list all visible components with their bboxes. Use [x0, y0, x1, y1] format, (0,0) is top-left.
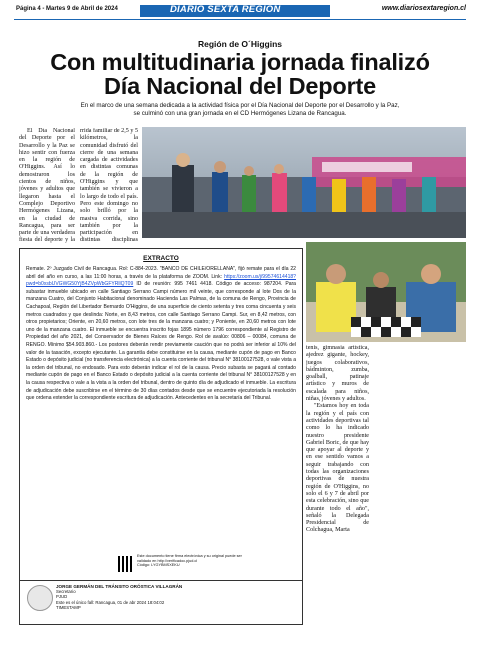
qr-code-icon: [118, 556, 134, 572]
legal-notice-details: ID de reunión: 995 7461 4418. Código de acceso: 987204. Para subastar inmueble ubicado en calle Santiago Serrano Campi número mil veinte, que corresponde al lote Dos de la manzana Cuatro, del Conjunto Habitacional denominado Hacienda Las Palmas, de la comuna de Rengo, Provincia de Cachapoal, Región del Libertador Bernardo O'Higgins, de una superficie de ciento setenta y tres coma cincuenta y seis metros cuadrados y que deslinda: Norte, en 8,43 metros, con calle Santiago Serrano Campi. Sur, en 8,42 metros, con otros propietarios; Oriente, en 20,60 metros, con lote tres de la manzana cuatro; y Poniente, en 20,60 metros con lote uno de la manzana cuatro. El inmueble se encuentra inscrito fojas 1895 número 1796 correspondiente al Registro de Propiedad del año 2021, del Conservador de Bienes Raíces de Rengo. Rol de avalúo: 00806 – 00084, comuna de RENGO. Mínimo $54.903.860.- Los postores deberán rendir previamente caución que no podrá ser inferior al 10% del valor de la tasación, excepto ejecutante. La garantía debe constituirse en la causa, mediante cupón de pago en Banco Estado o depósito judicial (no transferencia electrónica) a la cuenta corriente del tribunal N° 38100127528, o vale vista a la orden del tribunal, no endosado. Para esto deberán indicar el rol de la causa. Precio subasta se pagará al contado mediante cupón de pago en el Banco Estado o depósito judicial a la cuenta corriente del tribunal N° 38100127528 y en la causa respectiva o vale a la vista a la orden del tribunal, dentro de quinto día de adjudicado el inmueble. La escritura de adjudicación debe suscribirse en el término de 30 días contados desde que se encuentre ejecutoriada la resolución que ordena extender la correspondiente escritura de adjudicación. Antecedentes en la secretaría del Tribunal.: [26, 281, 296, 402]
header-rule: [14, 19, 466, 20]
court-seal-icon: [27, 585, 53, 611]
article-column-2: [80, 128, 138, 244]
qr-code-label: Código: LYGYBMSXEKU: [137, 563, 180, 568]
article-headline: [14, 50, 466, 98]
article-column-1: [19, 128, 75, 244]
column-2-text: rrida familiar de 2,5 y 5 kilómetros, la comunidad disfrutó del cierre de una semana cargada de actividades en distintas comunas de la región de O'Higgins y que también se vivieron a lo largo de todo el país. Pero este domingo no solo brilló por la masiva corrida, sino también por la participación en distintas disciplinas: [80, 128, 138, 244]
photo-illustration: [306, 242, 466, 342]
zoom-link[interactable]: https://zoom.us/j/99574614418?pwd=b0xsbUVGWG50YjB4ZVpWbGFYRllQT09: [26, 273, 296, 288]
legal-notice-box: [19, 248, 303, 581]
article-column-3: [306, 345, 369, 640]
signer-role: Secretario: [56, 589, 76, 595]
signer-name: JORGE GERMÁN DEL TRÁNSITO ORÓSTICA VILLAGRÁN: [56, 584, 183, 589]
headline-line-1: Con multitudinaria jornada finalizó: [50, 49, 430, 75]
article-kicker: Región de O´Higgins: [197, 39, 283, 49]
page-date: Página 4 - Martes 9 de Abril de 2024: [16, 6, 118, 12]
signer-info: [56, 584, 196, 610]
deck-line-2: se culminó con una gran jornada en el CD Hermógenes Lizana de Rancagua.: [133, 109, 347, 117]
legal-notice-title: EXTRACTO: [143, 255, 179, 262]
article-deck: [20, 102, 460, 117]
verification-text: [137, 554, 247, 568]
website-link[interactable]: www.diariosextaregion.cl: [381, 5, 466, 12]
chess-activity-photo: [306, 242, 466, 342]
column-1-text: El Día Nacional del Deporte por el Desarrollo y la Paz se hizo sentir con fuerza en la región de O'Higgins. Así lo demostraron los cientos de niños, jóvenes y adultos que llegaron hasta el Complejo Deportivo Hermógenes Lizana, en la ciudad de Rancagua, para ser parte de una verdadera fiesta del deporte y la: [19, 128, 75, 244]
headline-line-2: Día Nacional del Deporte: [103, 73, 377, 99]
signer-org: PJUD: [56, 594, 68, 600]
legal-notice-body: [20, 262, 302, 403]
column-3-text: tenis, gimnasia artística, ajedrez gigante, hockey, juegos colaborativos, bádminton, zumba, goalball, patinaje artístico y muros de escalada para niños, niñas, jóvenes y adultos.: [306, 345, 369, 403]
signer-timestamp: TIMESTAMP: [56, 604, 81, 610]
deck-line-1: En el marco de una semana dedicada a la actividad física por el Día Nacional del Deporte por el Desarrollo y la Paz,: [80, 102, 400, 109]
photo-illustration: [142, 127, 466, 238]
section-title: DIARIO SEXTA REGIÓN: [170, 4, 281, 15]
running-event-photo: [142, 127, 466, 238]
legal-notice-intro: Remate. 2º Juzgado Civil de Rancagua. Rol: C-884-2023. "BANCO DE CHILE/ORELLANA", fijó remate para el día 22 abril del año en curso, a las 11:00 horas, a través de la plataforma de ZOOM. Link:: [26, 266, 296, 280]
signer-date: Este es el único fall: Rancagua, 01 de abr 2024 18:04:02: [56, 599, 165, 605]
column-3-quote: "Estamos hoy en toda la región y el país con actividades deportivas tal como lo ha indicado nuestro presidente Gabriel Boric, de que hay que apoyar al deporte y en ese sentido vamos a seguir trabajando con todas las organizaciones deportivas de nuestra región de O'Higgins, no solo el 6 y 7 de abril por esta celebración, sino que durante todo el año", señaló la Delegada Presidencial de Colchagua, Marta: [306, 403, 369, 534]
print-code: [322, 500, 328, 600]
qr-caption: Este documento tiene firma electrónica y su original puede ser validado en http://verificadoc.pjud.cl: [137, 554, 242, 563]
